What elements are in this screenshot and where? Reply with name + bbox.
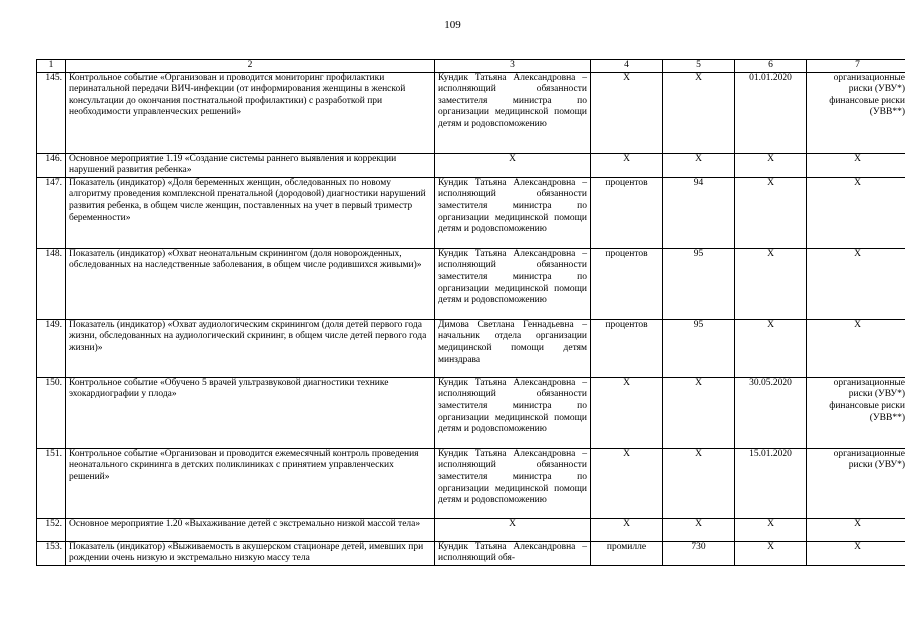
risk-item: Х (854, 177, 861, 188)
col-header-1: 1 (37, 60, 66, 73)
description-cell: Контрольное событие «Организован и проводится мониторинг профилактики перинатальной передачи ВИЧ-инфекции (от информирования женщины в женской консультации до окончания постнатальной профилактики) с разработкой при необходимости управленческих решений» (66, 72, 435, 153)
responsible-cell: Кундик Татьяна Александровна – исполняющий обязанности заместителя министра по организации медицинской помощи детям и родовспоможению (435, 72, 591, 153)
unit-cell: Х (591, 377, 663, 448)
responsible-cell: Х (435, 153, 591, 177)
unit-cell: Х (591, 518, 663, 541)
responsible-cell: Кундик Татьяна Александровна – исполняющий обязанности заместителя министра по организации медицинской помощи детям и родовспоможению (435, 177, 591, 248)
table-row (37, 377, 905, 448)
table-row (37, 72, 905, 153)
row-number-cell: 151. (37, 448, 66, 518)
responsible-cell: Кундик Татьяна Александровна – исполняющий обязанности заместителя министра по организации медицинской помощи детям и родовспоможению (435, 448, 591, 518)
table-row (37, 177, 905, 248)
row-number-cell: 150. (37, 377, 66, 448)
risk-item: финансовые риски (УВВ**) (829, 400, 905, 423)
date-cell: 30.05.2020 (735, 377, 807, 448)
col-header-6: 6 (735, 60, 807, 73)
table-row (37, 319, 905, 377)
value-cell: 94 (663, 177, 735, 248)
description-cell: Контрольное событие «Организован и проводится ежемесячный контроль проведения неонатального скрининга в детских поликлиниках с принятием управленческих решений» (66, 448, 435, 518)
col-header-7: 7 (807, 60, 905, 73)
responsible-cell: Х (435, 518, 591, 541)
unit-cell: Х (591, 72, 663, 153)
unit-cell: промилле (591, 541, 663, 565)
row-number-cell: 146. (37, 153, 66, 177)
risk-item: организационные риски (УВУ*) (833, 448, 905, 471)
col-header-3: 3 (435, 60, 591, 73)
value-cell: Х (663, 72, 735, 153)
risks-cell (807, 319, 905, 377)
col-header-4: 4 (591, 60, 663, 73)
table-row (37, 541, 905, 565)
risk-item: Х (854, 319, 861, 330)
description-cell: Показатель (индикатор) «Выживаемость в акушерском стационаре детей, имевших при рождении очень низкую и экстремально низкую массу тела (66, 541, 435, 565)
date-cell: 15.01.2020 (735, 448, 807, 518)
date-cell: Х (735, 177, 807, 248)
date-cell: 01.01.2020 (735, 72, 807, 153)
risk-item: Х (854, 153, 861, 164)
risk-item: организационные риски (УВУ*) (833, 72, 905, 95)
value-cell: 95 (663, 319, 735, 377)
measures-table (36, 59, 905, 566)
responsible-cell: Кундик Татьяна Александровна – исполняющий обязанности заместителя министра по организации медицинской помощи детям и родовспоможению (435, 248, 591, 319)
row-number-cell: 148. (37, 248, 66, 319)
unit-cell: Х (591, 153, 663, 177)
risk-item: Х (854, 518, 861, 529)
col-header-5: 5 (663, 60, 735, 73)
description-cell: Контрольное событие «Обучено 5 врачей ультразвуковой диагностики технике эхокардиографии у плода» (66, 377, 435, 448)
col-header-2: 2 (66, 60, 435, 73)
unit-cell: Х (591, 448, 663, 518)
responsible-cell: Кундик Татьяна Александровна – исполняющий обя- (435, 541, 591, 565)
table-row (37, 248, 905, 319)
risk-item: организационные риски (УВУ*) (833, 377, 905, 400)
table-row (37, 448, 905, 518)
unit-cell: процентов (591, 248, 663, 319)
row-number-cell: 152. (37, 518, 66, 541)
risk-item: Х (854, 248, 861, 259)
risks-cell (807, 72, 905, 153)
unit-cell: процентов (591, 319, 663, 377)
risks-cell (807, 518, 905, 541)
risk-item: финансовые риски (УВВ**) (829, 95, 905, 118)
value-cell: Х (663, 448, 735, 518)
date-cell: Х (735, 248, 807, 319)
responsible-cell: Димова Светлана Геннадьевна – начальник отдела организации медицинской помощи детям минздрава (435, 319, 591, 377)
value-cell: 730 (663, 541, 735, 565)
row-number-cell: 145. (37, 72, 66, 153)
value-cell: Х (663, 377, 735, 448)
page-number: 109 (444, 19, 461, 31)
risks-cell (807, 377, 905, 448)
responsible-cell: Кундик Татьяна Александровна – исполняющий обязанности заместителя министра по организации медицинской помощи детям и родовспоможению (435, 377, 591, 448)
description-cell: Показатель (индикатор) «Доля беременных женщин, обследованных по новому алгоритму проведения комплексной пренатальной (дородовой) диагностики нарушений развития ребенка, в общем числе женщин, поставленных на учет в первый триместр беременности» (66, 177, 435, 248)
risks-cell (807, 448, 905, 518)
risks-cell (807, 153, 905, 177)
unit-cell: процентов (591, 177, 663, 248)
table-row (37, 518, 905, 541)
date-cell: Х (735, 518, 807, 541)
risks-cell (807, 248, 905, 319)
description-cell: Показатель (индикатор) «Охват неонатальным скринингом (доля новорожденных, обследованных на наследственные заболевания, в общем числе родившихся живыми)» (66, 248, 435, 319)
date-cell: Х (735, 319, 807, 377)
row-number-cell: 149. (37, 319, 66, 377)
row-number-cell: 153. (37, 541, 66, 565)
description-cell: Основное мероприятие 1.19 «Создание системы раннего выявления и коррекции нарушений развития ребенка» (66, 153, 435, 177)
description-cell: Основное мероприятие 1.20 «Выхаживание детей с экстремально низкой массой тела» (66, 518, 435, 541)
value-cell: Х (663, 518, 735, 541)
date-cell: Х (735, 153, 807, 177)
risks-cell (807, 177, 905, 248)
description-cell: Показатель (индикатор) «Охват аудиологическим скринингом (доля детей первого года жизни, обследованных на аудиологический скрининг, в общем числе детей первого года жизни)» (66, 319, 435, 377)
date-cell: Х (735, 541, 807, 565)
row-number-cell: 147. (37, 177, 66, 248)
risk-item: Х (854, 541, 861, 552)
value-cell: Х (663, 153, 735, 177)
value-cell: 95 (663, 248, 735, 319)
risks-cell (807, 541, 905, 565)
table-row (37, 153, 905, 177)
column-number-row (37, 60, 905, 73)
